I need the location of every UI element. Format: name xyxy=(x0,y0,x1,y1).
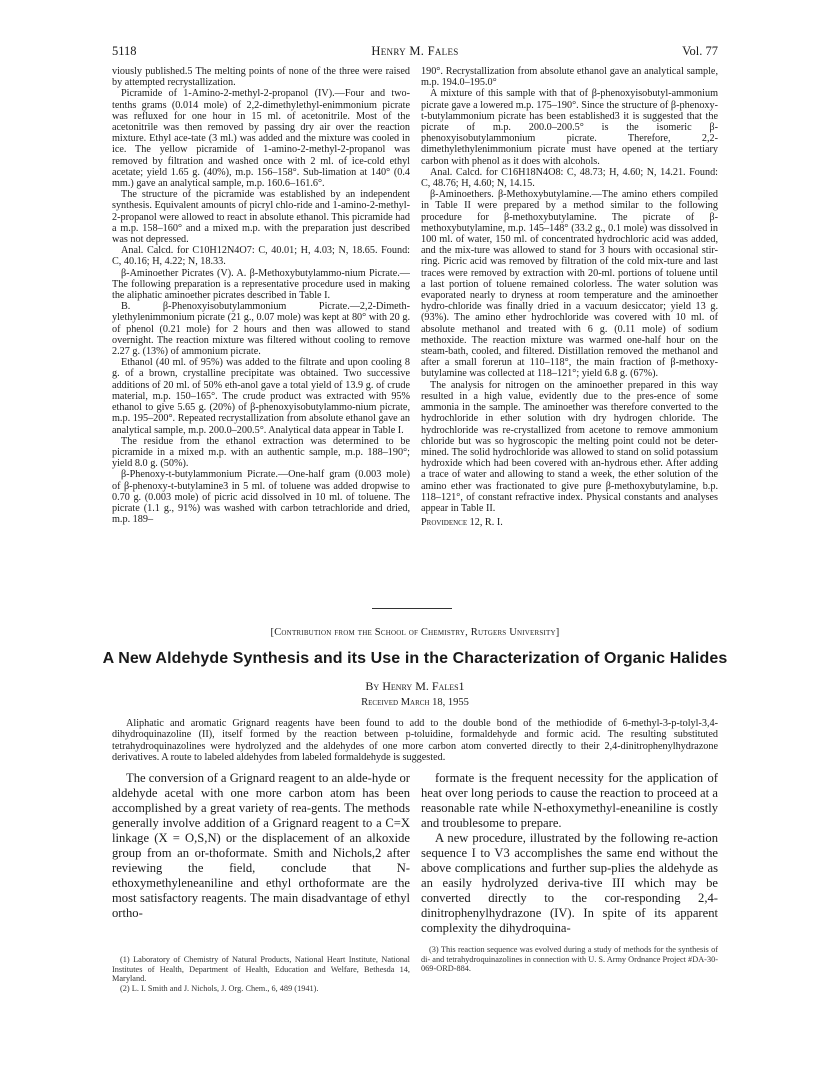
paragraph: β-Phenoxy-t-butylammonium Picrate.—One-half gram (0.003 mole) of β-phenoxy-t-butylamine3 in 5 ml. of toluene was added dropwise to 0.70 g. (0.003 mole) of picric acid dissolved in 10 ml. of toluene. The picrate (1.1 g., 91%) was washed with carbon tetrachloride and dried, m.p. 189– xyxy=(112,469,410,526)
paragraph: A mixture of this sample with that of β-phenoxyisobutyl-ammonium picrate gave a lowered m.p. 175–190°. Since the structure of β-phenoxy-t-butylammonium picrate has been established3 it is suggested that the picrate of m.p. 200.0–200.5° is the isomeric β-phenoxyisobutylammonium picrate. Therefore, 2,2-dimethylethylenimmonium picrate must have opened at the tertiary carbon with phenol as it does with alcohols. xyxy=(421,88,718,167)
footnote: (2) L. I. Smith and J. Nichols, J. Org. Chem., 6, 489 (1941). xyxy=(120,983,319,993)
paragraph: The analysis for nitrogen on the aminoether prepared in this way resulted in a high value, evidently due to the pres-ence of some ammonia in the sample. The aminoether was therefore converted to the hydrochloride in ether solution with dry hydrogen chloride. The hydrochloride was re-crystallized from acetone to remove ammonium chloride but was so hygroscopic the melting point could not be deter-mined. The solid hydrochloride was allowed to stand on solid potassium hydroxide which had been covered with an-hydrous ether. After adding a trace of water and allowing to stand a week, the ether solution of the amino ether was fractionated to give pure β-methoxybutylamine, b.p. 118–121°, of constant refractive index. Physical constants and analyses appear in Table II. xyxy=(421,379,718,514)
page-number: 5118 xyxy=(112,44,137,58)
abstract: Aliphatic and aromatic Grignard reagents have been found to add to the double bond of the methiodide of 6-methyl-3-p-tolyl-3,4-dihydroquinazoline (II), itself formed by the reaction between p-toluidine, formaldehyde and formic acid. The resulting substituted tetrahydroquinazolines were hydrolyzed and the aldehydes of one more carbon atom converted directly to their 2,4-dinitrophenylhydrazone derivatives. A route to labeled aldehydes from labeled formaldehyde is suggested. xyxy=(112,718,718,764)
section-divider xyxy=(372,608,452,609)
paragraph: B. β-Phenoxyisobutylammonium Picrate.—2,2-Dimeth-ylethylenimmonium picrate (21 g., 0.07 mole) was kept at 80° with 20 g. of phenol (0.21 mole) for 2 hours and then was allowed to stand overnight. The reaction mixture was filtered without cooling to remove 2.27 g. (13%) of ammonium picrate. xyxy=(112,301,410,358)
volume-label: Vol. 77 xyxy=(682,44,718,58)
running-head-author: Henry M. Fales xyxy=(371,44,459,58)
paragraph: β-Aminoether Picrates (V). A. β-Methoxybutylammo-nium Picrate.—The following preparation is a representative procedure used in making the aliphatic aminoether picrates described in Table I. xyxy=(112,267,410,302)
footnote: (3) This reaction sequence was evolved during a study of methods for the synthesis of di- and tetrahydroquinazolines in connection with U. S. Army Ordnance Project #DA-30-069-ORD-884. xyxy=(421,945,719,974)
location-line: Providence 12, R. I. xyxy=(421,517,503,529)
paragraph: The residue from the ethanol extraction was determined to be picramide in a mixed m.p. with an authentic sample, m.p. 188–190°; yield 8.0 g. (50%). xyxy=(112,435,410,470)
analysis-paragraph: Anal. Calcd. for C10H12N4O7: C, 40.01; H, 4.03; N, 18.65. Found: C, 40.16; H, 4.22; N, 18.33. xyxy=(112,245,410,268)
footnotes-left xyxy=(112,955,410,993)
article-title: A New Aldehyde Synthesis and its Use in the Characterization of Organic Halides xyxy=(102,650,728,667)
byline: By Henry M. Fales1 xyxy=(365,679,465,693)
contribution-line: [Contribution from the School of Chemistry, Rutgers University] xyxy=(270,627,560,638)
paragraph: Picramide of 1-Amino-2-methyl-2-propanol (IV).—Four and two-tenths grams (0.014 mole) of 2,2-dimethylethyl-enimmonium picrate was refluxed for one hour in 15 ml. of acetonitrile. Most of the acetonitrile was then removed by passing dry air over the reaction mixture. Ethyl ace-tate (3 ml.) was added and the mixture was cooled in ice. The yellow picramide of 1-amino-2-methyl-2-propanol was removed by filtration and washed once with 2 ml. of ice-cold ethyl acetate; yield 1.65 g. (40%), m.p. 156–158°. Sub-limation at 140° (0.4 mm.) gave an analytical sample, m.p. 160.6–161.6°. xyxy=(112,88,410,190)
footnote: (1) Laboratory of Chemistry of Natural Products, National Heart Institute, National Institutes of Health, Department of Health, Education and Welfare, Bethesda 14, Maryland. xyxy=(112,955,410,984)
paragraph: The structure of the picramide was established by an independent synthesis. Equivalent amounts of picryl chlo-ride and 1-amino-2-methyl-2-propanol were allowed to react in absolute ethanol. This picramide had a m.p. 158–160° and a mixed m.p. with the preparation just described was not depressed. xyxy=(112,189,410,246)
paragraph: β-Aminoethers. β-Methoxybutylamine.—The amino ethers compiled in Table II were prepared by a method similar to the following procedure for β-methoxybutylamine. The picrate of β-methoxybutylamine, m.p. 145–148° (33.2 g., 0.1 mole) was dissolved in 100 ml. of water, 150 ml. of concentrated hydrochloric acid was added, and the mix-ture was allowed to stand for 3 hours with occasional stir-ring. Picric acid was removed by filtration of the cold mix-ture and last traces were removed by extraction with 20-ml. portions of toluene until a last portion of toluene remained colorless. The water solution was evaporated nearly to dryness at room temperature and the aminoether hydro-chloride was finally dried in a vacuum desiccator; yield 13 g. (93%). The amino ether hydrochloride was covered with 10 ml. of absolute methanol and treated with 6 g. (0.11 mole) of sodium methoxide. The reaction mixture was warmed one-half hour on the steam-bath, cooled, and filtered. Distillation removed the methanol and after a small forerun at 110–118°, the main fraction of β-methoxy-butylamine was collected at 118–121°; yield 6.8 g. (67%). xyxy=(421,189,718,380)
paragraph: A new procedure, illustrated by the following re-action sequence I to V3 accomplishes the same end without the above complications and further sup-plies the aldehyde as an easily hydrolyzed deriva-tive III which may be converted directly to the cor-responding 2,4-dinitrophenylhydrazone (IV). In spite of its apparent complexity the dihydroquina- xyxy=(421,831,718,935)
analysis-paragraph: Anal. Calcd. for C16H18N4O8: C, 48.73; H, 4.60; N, 14.21. Found: C, 48.76; H, 4.60; N, 14.15. xyxy=(421,166,718,190)
paragraph: 190°. Recrystallization from absolute ethanol gave an analytical sample, m.p. 194.0–195.0° xyxy=(421,66,718,89)
received-date: Received March 18, 1955 xyxy=(361,697,469,708)
paragraph: The conversion of a Grignard reagent to an alde-hyde or aldehyde acetal with one more carbon atom has been accomplished by a great variety of rea-gents. The methods generally involve addition of a Grignard reagent to a C=X linkage (X = O,S,N) or the displacement of an alkoxide group from an or-thoformate. Smith and Nichols,2 after reviewing the field, conclude that N-ethoxymethyleneaniline and ethyl orthoformate are the most satisfactory reagents. The main disadvantage of ethyl ortho- xyxy=(112,771,410,920)
footnotes-right xyxy=(421,945,718,974)
right-column xyxy=(421,66,718,528)
paragraph: formate is the frequent necessity for the application of heat over long periods to cause the reaction to proceed at a reasonable rate while N-ethoxymethyl-eneaniline is costly and troublesome to prepare. xyxy=(421,771,718,830)
left-column xyxy=(112,66,410,525)
running-head xyxy=(112,44,718,60)
body-right-column xyxy=(421,771,718,936)
body-left-column xyxy=(112,771,410,921)
paragraph: viously published.5 The melting points of none of the three were raised by attempted recrystallization. xyxy=(112,66,410,89)
paragraph: Ethanol (40 ml. of 95%) was added to the filtrate and upon cooling 8 g. of a brown, crystalline precipitate was obtained. Two successive additions of 20 ml. of 50% eth-anol gave a total yield of 13.9 g. of crude material, m.p. 150–165°. The crude product was extracted with 95% ethanol to give 5.65 g. (20%) of β-phenoxyisobutylammo-nium picrate, m.p. 195–200°. Repeated recrystallization from absolute ethanol gave an analytical sample, m.p. 200.0–200.5°. Analytical data appear in Table I. xyxy=(112,357,410,436)
